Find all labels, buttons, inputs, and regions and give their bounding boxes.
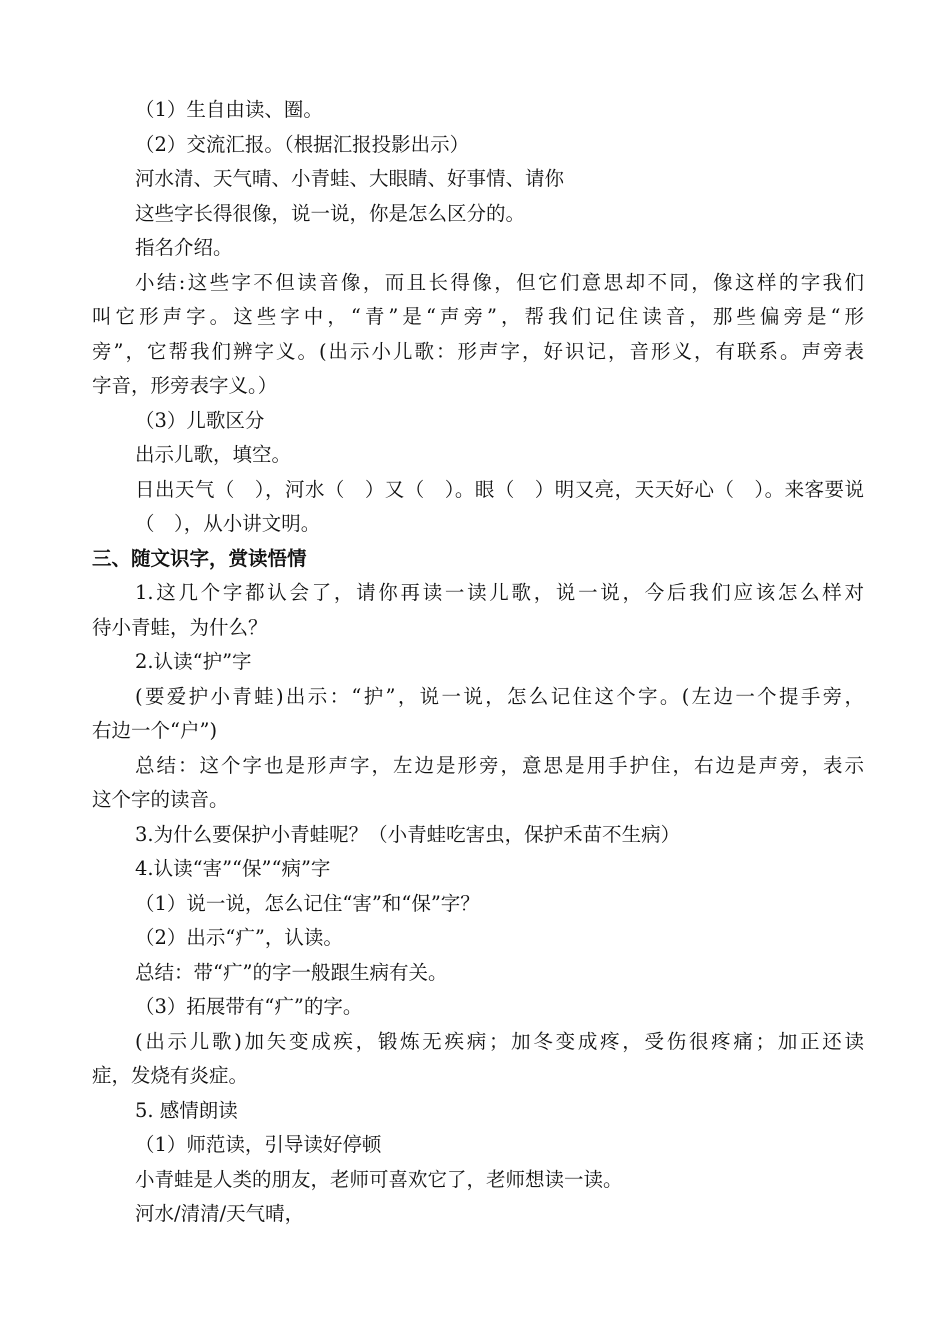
- text-line: 4.认读“害”“保”“病”字: [135, 857, 331, 880]
- section-heading: 三、随文识字，赏读悟情: [92, 546, 307, 570]
- text-line: 叫它形声字。这些字中，“青”是“声旁”，帮我们记住读音，那些偏旁是“形: [92, 305, 864, 328]
- text-line: （3）儿歌区分: [135, 408, 265, 432]
- text-line: 这个字的读音。: [92, 788, 229, 811]
- text-line: 待小青蛙，为什么？: [92, 615, 268, 639]
- text-line: 日出天气（ ），河水（ ）又（ ）。眼（ ）明又亮，天天好心（ ）。来客要说: [135, 477, 864, 501]
- text-line: 右边一个“户”): [92, 719, 218, 742]
- text-line: 河水清、天气晴、小青蛙、大眼睛、好事情、请你: [135, 167, 565, 190]
- text-line: （3）拓展带有“疒”的字。: [135, 995, 363, 1018]
- text-line: 出示儿歌，填空。: [135, 443, 292, 466]
- text-line: （ ），从小讲文明。: [135, 512, 321, 535]
- text-line: 1.这几个字都认会了，请你再读一读儿歌，说一说，今后我们应该怎么样对: [135, 581, 864, 604]
- text-line: 字音，形旁表字义。）: [92, 374, 278, 397]
- text-line: 这些字长得很像，说一说，你是怎么区分的。: [135, 201, 526, 225]
- text-line: 2.认读“护”字: [135, 650, 252, 673]
- text-line: 指名介绍。: [135, 236, 233, 259]
- text-line: （1）师范读，引导读好停顿: [135, 1133, 382, 1156]
- text-line: 总结：带“疒”的字一般跟生病有关。: [135, 960, 448, 984]
- text-line: （1）生自由读、圈。: [135, 98, 323, 121]
- text-line: 5. 感情朗读: [135, 1098, 238, 1122]
- text-line: 小青蛙是人类的朋友，老师可喜欢它了，老师想读一读。: [135, 1167, 623, 1191]
- document-page: [92, 93, 864, 1232]
- text-line: (出示儿歌)加矢变成疾，锻炼无疾病；加冬变成疼，受伤很疼痛；加正还读: [135, 1029, 864, 1053]
- text-line: （2）出示“疒”，认读。: [135, 926, 343, 949]
- text-line: 河水/清清/天气晴，: [135, 1202, 305, 1225]
- text-line: （2）交流汇报。（根据汇报投影出示）: [135, 132, 470, 156]
- text-line: 小结:这些字不但读音像，而且长得像，但它们意思却不同，像这样的字我们: [135, 270, 864, 294]
- text-line: （1）说一说，怎么记住“害”和“保”字？: [135, 891, 480, 915]
- text-line: 3.为什么要保护小青蛙呢？（小青蛙吃害虫，保护禾苗不生病）: [135, 822, 681, 846]
- text-line: 症，发烧有炎症。: [92, 1064, 249, 1087]
- text-line: (要爱护小青蛙)出示：“护”，说一说，怎么记住这个字。(左边一个提手旁，: [135, 684, 864, 708]
- text-line: 旁”，它帮我们辨字义。(出示小儿歌：形声字，好识记，音形义，有联系。声旁表: [92, 339, 864, 363]
- text-line: 总结：这个字也是形声字，左边是形旁，意思是用手护住，右边是声旁，表示: [135, 753, 864, 777]
